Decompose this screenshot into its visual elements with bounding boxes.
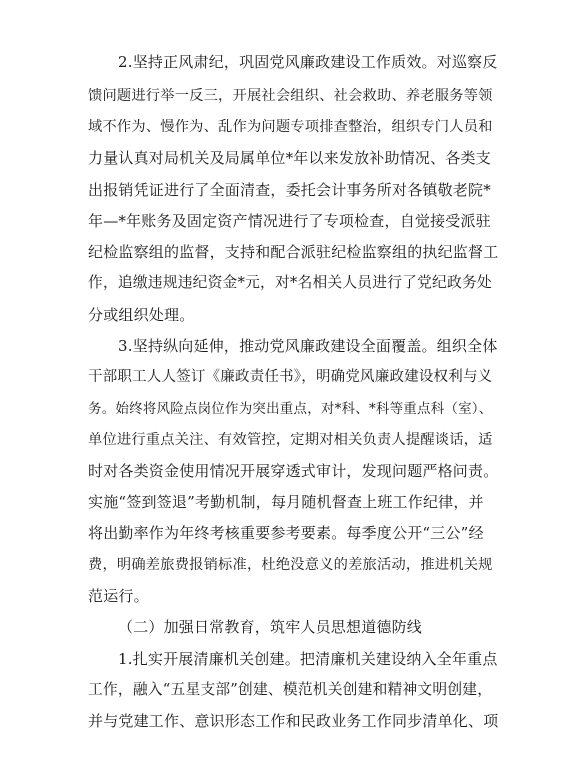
paragraph-2-line-2: 馈问题进行举一反三，开展社会组织、社会救助、养老服务等领 — [88, 88, 493, 104]
paragraph-2-line-7: 纪检监察组的监督，支持和配合派驻纪检监察组的执纪监督工 — [88, 243, 499, 261]
paragraph-3-line-9: 范运行。 — [88, 587, 149, 605]
paragraph-3-line-7: 将出勤率作为年终考核重要参考要素。每季度公开“三公”经 — [88, 524, 484, 542]
paragraph-3-line-1: 3.坚持纵向延伸，推动党风廉政建设全面覆盖。组织全体 — [118, 337, 498, 355]
section-heading: （二）加强日常教育，筑牢人员思想道德防线 — [118, 618, 423, 636]
paragraph-2-line-8: 作，追缴违规违纪资金*元，对*名相关人员进行了党纪政务处 — [88, 274, 492, 291]
paragraph-2-line-3: 域不作为、慢作为、乱作为问题专项排查整治，组织专门人员和 — [88, 119, 493, 135]
paragraph-2-line-1: 2.坚持正风肃纪，巩固党风廉政建设工作质效。对巡察反 — [118, 53, 498, 71]
paragraph-3-line-2: 干部职工人人签订《廉政责任书》，明确党风廉政建设权利与义 — [88, 369, 493, 385]
paragraph-3-line-4: 单位进行重点关注、有效管控，定期对相关负责人提醒谈话，适 — [88, 432, 493, 448]
paragraph-4-line-2: 工作，融入“五星支部”创建、模范机关创建和精神文明创建， — [88, 681, 493, 698]
paragraph-4-line-3: 并与党建工作、意识形态工作和民政业务工作同步清单化、项 — [88, 712, 499, 730]
paragraph-3-line-3: 务。始终将风险点岗位作为突出重点，对*科、*科等重点科（室）、 — [88, 401, 493, 417]
paragraph-3-line-6: 实施“签到签退”考勤机制，每月随机督查上班工作纪律，并 — [88, 493, 484, 511]
paragraph-3-line-5: 时对各类资金使用情况开展穿透式审计，发现问题严格问责。 — [88, 462, 499, 480]
paragraph-2-line-5: 出报销凭证进行了全面清查，委托会计事务所对各镇敬老院* — [88, 181, 491, 199]
paragraph-3-line-8: 费，明确差旅费报销标准，杜绝没意义的差旅活动，推进机关规 — [88, 557, 493, 573]
paragraph-2-line-6: 年—*年账务及固定资产情况进行了专项检查，自觉接受派驻 — [88, 212, 491, 230]
paragraph-2-line-9: 分或组织处理。 — [88, 306, 195, 324]
paragraph-2-line-4: 力量认真对局机关及局属单位*年以来发放补助情况、各类支 — [88, 149, 491, 167]
paragraph-4-line-1: 1.扎实开展清廉机关创建。把清廉机关建设纳入全年重点 — [118, 650, 498, 668]
